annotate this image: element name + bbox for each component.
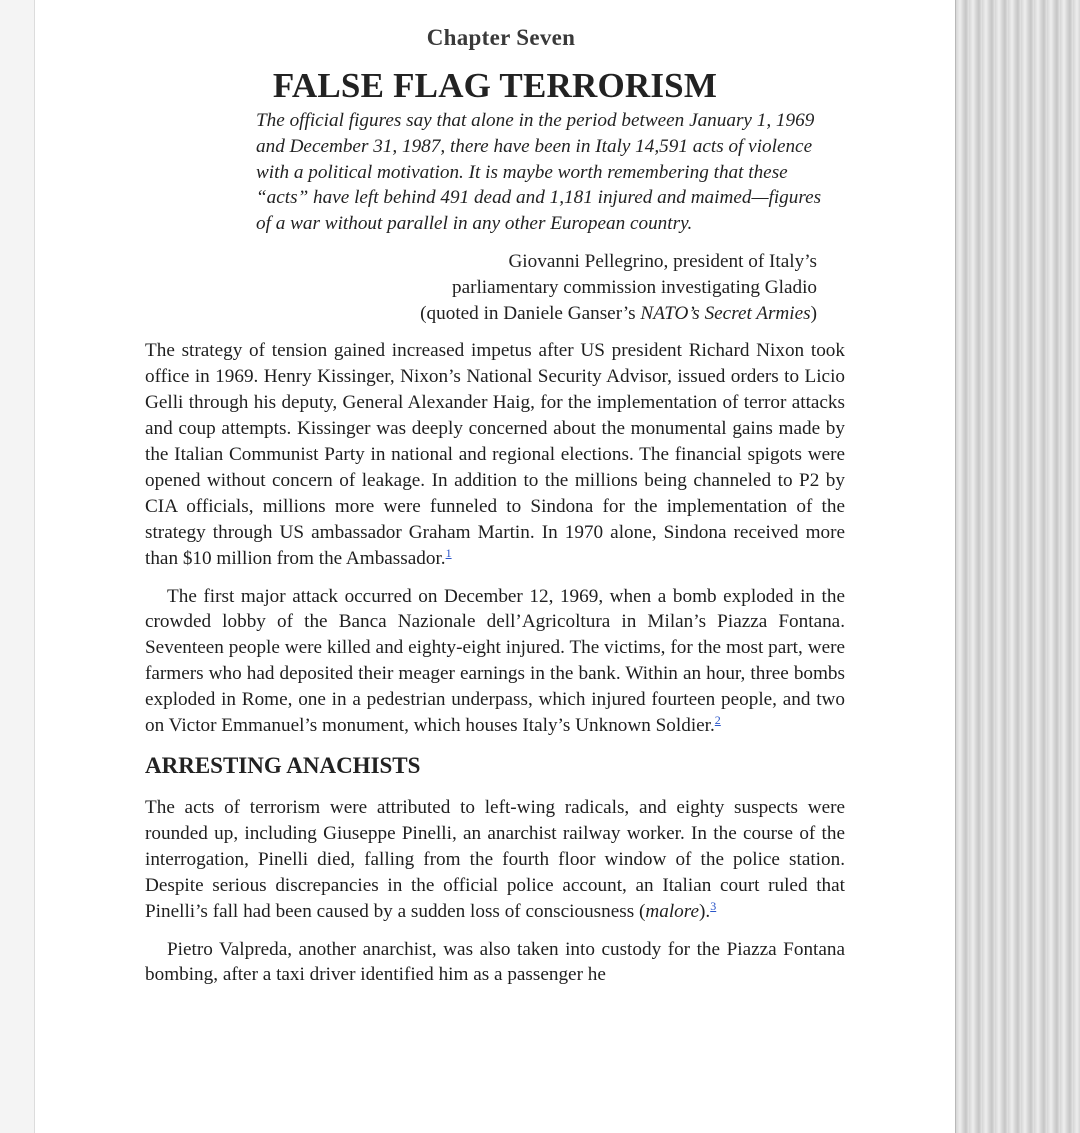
paragraph-3-end: ). <box>699 900 711 922</box>
footnote-link-3[interactable]: 3 <box>710 898 717 913</box>
section-heading: ARRESTING ANACHISTS <box>145 752 421 778</box>
footnote-link-1[interactable]: 1 <box>445 545 452 560</box>
attribution-line-3-pre: (quoted in Daniele Ganser’s <box>420 302 641 324</box>
epigraph-quote: The official figures say that alone in the period between January 1, 1969 and December 31, 1987, there have been in Italy 14,591 acts of violence with a political motivation. It is maybe worth remembering that these “acts” have left behind 491 dead and 1,181 injured and maimed—figures of a war without parallel in any other European country. <box>256 110 822 235</box>
attribution-line-3 <box>145 301 817 327</box>
epigraph-attribution <box>145 249 845 326</box>
paragraph-2-text: The first major attack occurred on December 12, 1969, when a bomb exploded in the crowded lobby of the Banca Nazionale dell’Agricoltura in Milan’s Piazza Fontana. Seventeen people were killed and eighty-eight injured. The victims, for the most part, were farmers who had deposited their meager earnings in the bank. Within an hour, three bombs exploded in Rome, one in a pedestrian underpass, which injured fourteen people, and two on Victor Emmanuel’s monument, which houses Italy’s Unknown Soldier. <box>145 585 845 737</box>
paragraph-4: Pietro Valpreda, another anarchist, was also taken into custody for the Piazza Fontana bombing, after a taxi driver identified him as a passenger he <box>145 938 845 986</box>
attribution-line-2: parliamentary commission investigating Gladio <box>451 276 817 298</box>
attribution-book-title: NATO’s Secret Armies <box>640 302 811 324</box>
chapter-title: FALSE FLAG TERRORISM <box>272 66 718 105</box>
paragraph-1-text: The strategy of tension gained increased impetus after US president Richard Nixon took office in 1969. Henry Kissinger, Nixon’s National Security Advisor, issued orders to Licio Gelli through his deputy, General Alexander Haig, for the implementation of terror attacks and coup attempts. Kissinger was deeply concerned about the monumental gains made by the Italian Communist Party in national and regional elections. The financial spigots were opened without concern of leakage. In addition to the millions being channeled to P2 by CIA officials, millions more were funneled to Sindona for the implementation of the strategy through US ambassador Graham Martin. In 1970 alone, Sindona received more than $10 million from the Ambassador. <box>145 340 845 569</box>
chapter-label: Chapter Seven <box>426 25 576 50</box>
attribution-line-1: Giovanni Pellegrino, president of Italy’s <box>508 250 817 272</box>
footnote-link-2[interactable]: 2 <box>714 713 721 728</box>
paragraph-2 <box>145 584 845 739</box>
attribution-line-3-post: ) <box>810 302 817 324</box>
left-page-margin <box>0 0 35 1133</box>
paragraph-3-text: The acts of terrorism were attributed to left-wing radicals, and eighty suspects were rounded up, including Giuseppe Pinelli, an anarchist railway worker. In the course of the interrogation, Pinelli died, falling from the fourth floor window of the police station. Despite serious discrepancies in the official police account, an Italian court ruled that Pinelli’s fall had been caused by a sudden loss of consciousness ( <box>145 796 845 922</box>
paragraph-1 <box>145 338 845 571</box>
page-stack-edge <box>955 0 1080 1133</box>
paragraph-3-italic: malore <box>645 900 700 922</box>
page-content <box>145 22 845 988</box>
paragraph-3 <box>145 795 845 925</box>
